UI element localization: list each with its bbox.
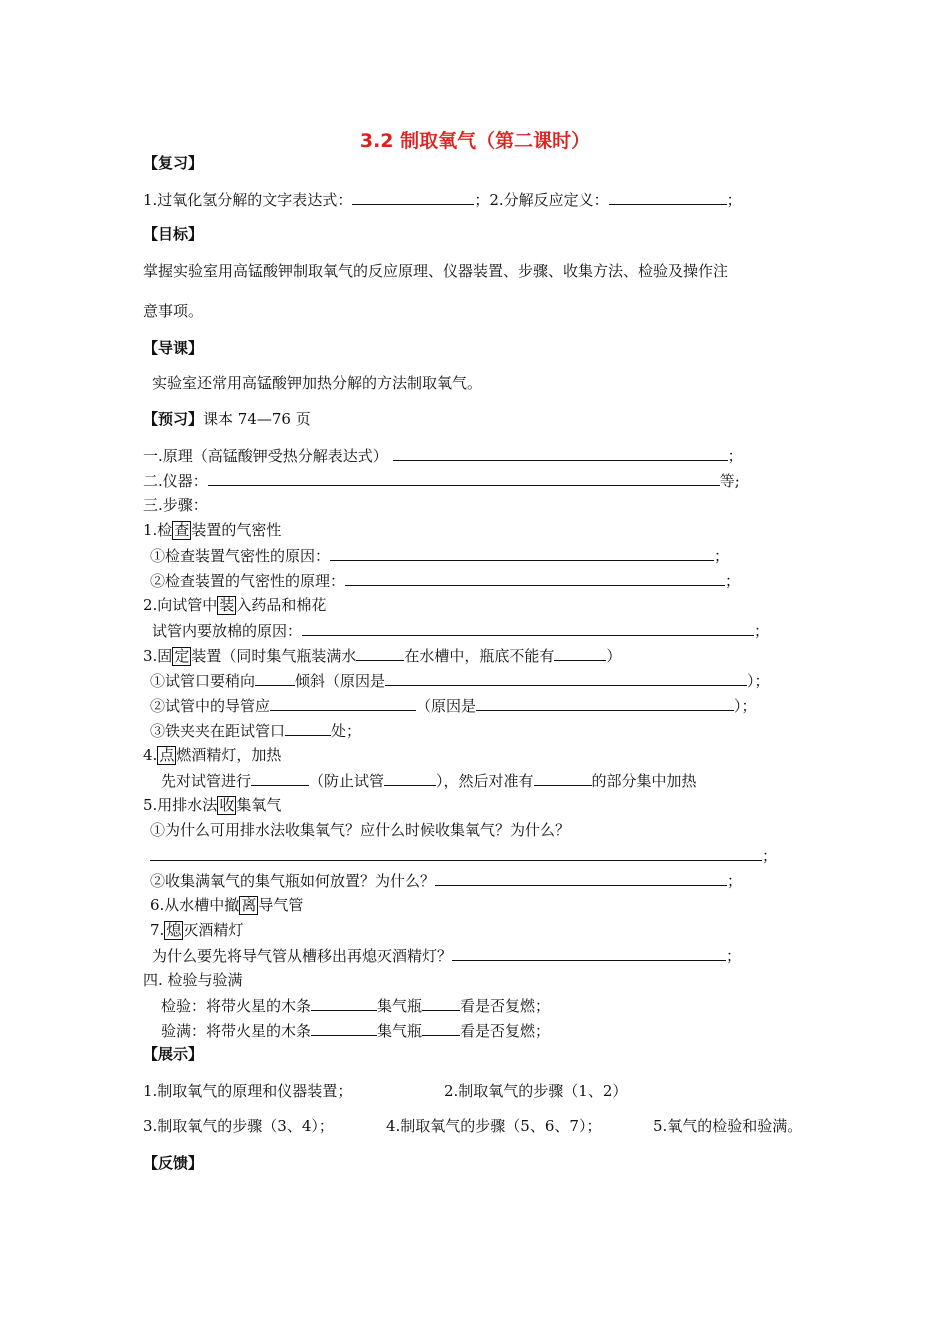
step-3-b: ②试管中的导管应 （原因是 ）； [150, 697, 757, 715]
review-q1-blank[interactable] [352, 189, 474, 205]
step-4: 4. 点 燃酒精灯，加热 [143, 746, 282, 764]
preview-line [143, 409, 311, 429]
step-5-a: ①为什么可用排水法收集氧气？应什么时候收集氧气？为什么？ [150, 821, 571, 839]
page-title: 3.2 制取氧气（第二课时） [359, 130, 591, 152]
step-6-boxed-char: 离 [241, 896, 257, 914]
step-5: 5.用排水法 收 集氧气 [143, 796, 282, 814]
step-3-c: ③铁夹夹在距试管口 处； [150, 722, 362, 740]
step-1-b: ②检查装置的气密性的原理： ； [150, 572, 741, 590]
step-1-b-blank[interactable] [345, 570, 725, 586]
show-item-4: 4.制取氧气的步骤（5、6、7）； [386, 1117, 602, 1135]
step-7: 7. 熄 灭酒精灯 [150, 921, 244, 939]
review-end: ； [726, 191, 742, 209]
principle-blank[interactable] [393, 445, 728, 461]
step-1: 1.检 查 装置的气密性 [143, 521, 282, 539]
preview-heading: 【预习】 [143, 410, 204, 428]
instruments-blank[interactable] [208, 470, 720, 486]
step-5-a-answer: ； [150, 845, 777, 866]
step-2: 2.向试管中 装 入药品和棉花 [143, 596, 327, 614]
review-q1: 1.过氧化氢分解的文字表达式： [143, 191, 353, 209]
step-5-a-blank[interactable] [150, 845, 762, 861]
step-3: 3.固 定 装置（同时集气瓶装满水 在水槽中，瓶底不能有 ） [143, 647, 622, 665]
step-3-boxed-char: 定 [174, 647, 190, 665]
step-7-boxed-char: 熄 [166, 921, 182, 939]
step-3-blank-2[interactable] [554, 645, 606, 661]
principle-end: ； [727, 447, 743, 465]
step-5-boxed-char: 收 [219, 796, 235, 814]
show-heading: 【展示】 [143, 1045, 204, 1063]
goal-text-1: 掌握实验室用高锰酸钾制取氧气的反应原理、仪器装置、步骤、收集方法、检验及操作注 [143, 262, 729, 280]
test-heading: 四. 检验与验满 [143, 971, 243, 989]
test-full-blank-2[interactable] [422, 1020, 460, 1036]
test-full-blank-1[interactable] [311, 1020, 377, 1036]
step-4-a-blank-2[interactable] [384, 770, 436, 786]
step-3-a: ①试管口要稍向 倾斜（原因是 ）； [150, 672, 770, 690]
step-2-a: 试管内要放棉的原因： ； [152, 622, 770, 640]
step-6: 6.从水槽中撤 离 导气管 [150, 896, 304, 914]
instruments-line [143, 470, 740, 491]
goal-heading: 【目标】 [143, 225, 204, 243]
step-4-boxed-char: 点 [159, 746, 175, 764]
review-q2-blank[interactable] [609, 189, 727, 205]
step-7-a: 为什么要先将导气管从槽移出再熄灭酒精灯？ ； [152, 947, 742, 965]
step-3-a-blank-2[interactable] [385, 670, 747, 686]
step-4-a-blank-1[interactable] [251, 770, 309, 786]
instruments-end: 等; [719, 472, 740, 490]
intro-text: 实验室还常用高锰酸钾加热分解的方法制取氧气。 [152, 374, 483, 392]
test-inspect-blank-2[interactable] [422, 995, 460, 1011]
show-item-2: 2.制取氧气的步骤（1、2） [444, 1082, 628, 1100]
review-q2: 2.分解反应定义： [489, 191, 609, 209]
test-full: 验满：将带火星的木条 集气瓶 看是否复燃； [161, 1022, 551, 1040]
goal-text-2: 意事项。 [143, 302, 204, 320]
step-5-b-blank[interactable] [435, 870, 727, 886]
review-heading: 【复习】 [143, 154, 204, 172]
step-2-a-blank[interactable] [302, 620, 754, 636]
step-4-a-blank-3[interactable] [534, 770, 592, 786]
step-1-a-blank[interactable] [330, 545, 714, 561]
test-inspect-blank-1[interactable] [311, 995, 377, 1011]
review-sep: ； [474, 191, 490, 209]
step-3-b-blank-1[interactable] [270, 695, 416, 711]
show-item-1: 1.制取氧气的原理和仪器装置； [143, 1082, 353, 1100]
step-7-a-blank[interactable] [452, 945, 726, 961]
feedback-heading: 【反馈】 [143, 1154, 204, 1172]
show-item-3: 3.制取氧气的步骤（3、4）； [143, 1117, 334, 1135]
step-3-c-blank[interactable] [285, 720, 331, 736]
step-3-a-blank-1[interactable] [255, 670, 295, 686]
principle-line [143, 445, 743, 466]
step-4-a: 先对试管进行 （防止试管 ），然后对准有 的部分集中加热 [161, 772, 697, 790]
preview-pages: 课本 74—76 页 [203, 410, 311, 428]
instruments-label: 二.仪器： [143, 472, 208, 490]
step-1-a: ①检查装置气密性的原因： ； [150, 547, 730, 565]
show-item-5: 5.氧气的检验和验满。 [653, 1117, 803, 1135]
intro-heading: 【导课】 [143, 339, 204, 357]
principle-label: 一.原理（高锰酸钾受热分解表达式） [143, 447, 388, 465]
test-inspect: 检验：将带火星的木条 集气瓶 看是否复燃； [161, 997, 551, 1015]
step-3-blank-1[interactable] [356, 645, 404, 661]
step-5-b: ②收集满氧气的集气瓶如何放置？为什么？ ； [150, 872, 743, 890]
step-2-boxed-char: 装 [219, 596, 235, 614]
steps-label: 三.步骤： [143, 496, 208, 514]
step-1-boxed-char: 查 [174, 521, 190, 539]
review-line [143, 189, 742, 210]
step-3-b-blank-2[interactable] [476, 695, 734, 711]
